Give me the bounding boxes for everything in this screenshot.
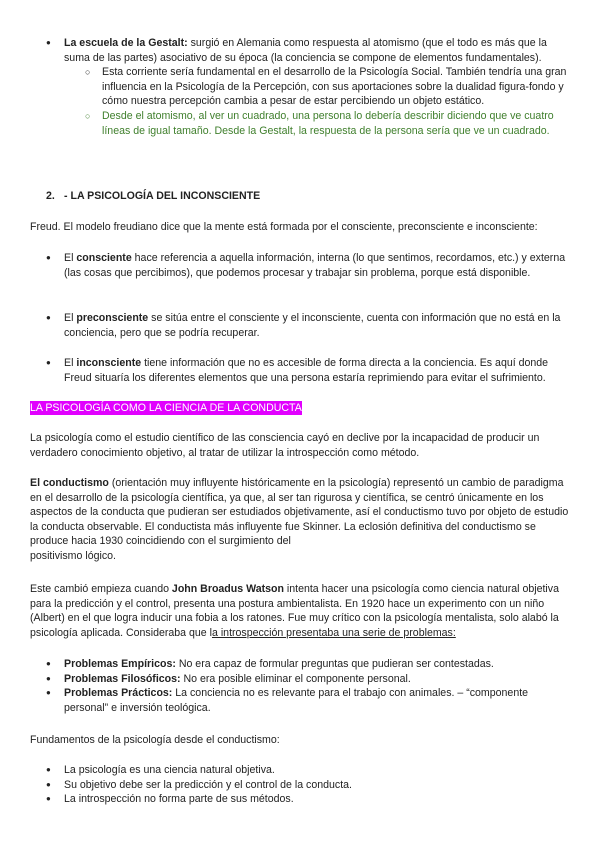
freud-item-2-text: se sitúa entre el consciente y el inconsciente, cuenta con información que no está en la conciencia, pero que se podría recuperar. bbox=[64, 312, 561, 339]
fundamento-item: ● Su objetivo debe ser la predicción y el control de la conducta. bbox=[30, 778, 572, 793]
freud-item-1-pre: El bbox=[64, 252, 77, 264]
freud-item-3-bold: inconsciente bbox=[76, 357, 142, 369]
freud-intro: Freud. El modelo freudiano dice que la mente está formada por el consciente, preconsciente e inconsciente: bbox=[30, 221, 538, 233]
problem-item bbox=[30, 657, 572, 672]
freud-item-2 bbox=[30, 311, 572, 340]
conducta-heading-text: LA PSICOLOGÍA COMO LA CIENCIA DE LA CONDUCTA bbox=[30, 402, 302, 414]
gestalt-sub-1: ○ Esta corriente sería fundamental en el desarrollo de la Psicología Social. También tendría una gran influencia en la Psicología de la Percepción, con sus aportaciones sobre la dualidad figura-fondo y cómo nuestra percepción cambia a pesar de estar percibiendo un objeto estático. bbox=[30, 65, 572, 109]
watson-pre: Este cambió empieza cuando bbox=[30, 583, 172, 595]
conducta-para-2 bbox=[30, 476, 572, 564]
fundamentos-list bbox=[30, 763, 572, 807]
section-title: - LA PSICOLOGÍA DEL INCONSCIENTE bbox=[64, 190, 261, 202]
freud-item-1-text: hace referencia a aquella información, interna (lo que sentimos, recordamos, etc.) y externa (las cosas que percibimos), que podemos procesar y trabajar sin problema, porque está disponible. bbox=[64, 252, 566, 279]
problem-2-bold: Problemas Filosóficos: bbox=[64, 672, 181, 685]
watson-bold: John Broadus Watson bbox=[171, 583, 284, 595]
watson-underlined: a introspección presentaba una serie de problemas: bbox=[211, 626, 456, 639]
fundamentos-intro: Fundamentos de la psicología desde el conductismo: bbox=[30, 734, 280, 746]
freud-item-3-text: tiene información que no es accesible de forma directa a la conciencia. Es aquí donde Freud situaría los diferentes elementos que una persona estaría reprimiendo para evitar el sufrimiento. bbox=[64, 357, 549, 384]
conducta-para-3 bbox=[30, 582, 572, 640]
conducta-para-1: La psicología como el estudio científico de las consciencia cayó en declive por la incapacidad de producir un verdadero conocimiento objetivo, al tratar de utilizar la introspección como método. bbox=[30, 432, 540, 459]
conductismo-bold: El conductismo bbox=[30, 477, 109, 489]
problem-1-bold: Problemas Empíricos: bbox=[64, 658, 176, 670]
conductismo-text: (orientación muy influyente históricamente en la psicología) representó un cambio de paradigma en el desarrollo de la psicología científica, ya que, al ser tan rigurosa y científica, se centró únicamente en los aspectos de la conducta que pudieran ser estudiados objetivamente, así el conductismo tuvo por objeto de estudio la conducta observable. El conductista más influyente fue Skinner. La eclosión definitiva del conductismo se produce hacia 1930 coincidiendo con el surgimiento del bbox=[30, 477, 569, 548]
section-number: 2. bbox=[46, 190, 55, 202]
conductismo-last-line: positivismo lógico. bbox=[30, 549, 116, 562]
freud-item-3-pre: El bbox=[64, 357, 77, 369]
freud-item-1 bbox=[30, 251, 572, 280]
freud-item-2-bold: preconsciente bbox=[76, 312, 149, 324]
gestalt-bullet bbox=[30, 36, 572, 65]
conducta-heading bbox=[30, 401, 572, 416]
problem-1-text: No era capaz de formular preguntas que pudieran ser contestadas. bbox=[175, 658, 494, 670]
problem-item bbox=[30, 686, 572, 715]
gestalt-sub-2: ○ Desde el atomismo, al ver un cuadrado, una persona lo debería describir diciendo que ve cuatro líneas de igual tamaño. Desde la Gestalt, la respuesta de la persona sería que ve un cuadrado. bbox=[30, 109, 572, 138]
freud-item-3 bbox=[30, 356, 572, 385]
problem-3-bold: Problemas Prácticos: bbox=[64, 687, 173, 700]
freud-item-2-pre: El bbox=[64, 312, 77, 324]
problem-3-text: La conciencia no es relevante para el trabajo con animales. – “componente personal” e inversión teológica. bbox=[64, 687, 529, 714]
problem-item bbox=[30, 672, 572, 687]
fundamento-item: ● La psicología es una ciencia natural objetiva. bbox=[30, 763, 572, 778]
fundamento-item: ● La introspección no forma parte de sus métodos. bbox=[30, 792, 572, 807]
gestalt-text: surgió en Alemania como respuesta al atomismo (que el todo es más que la suma de las partes) asociativo de su época (la conciencia se compone de elementos fundamentales). bbox=[64, 37, 547, 64]
problems-list bbox=[30, 657, 572, 715]
watson-text: intenta hacer una psicología como ciencia natural objetiva para la predicción y el control, presenta una postura ambientalista. En 1920 hace un experimento con un niño (Albert) en el que logra inducir una fobia a los ratones. Fue muy crítico con la psicología mentalista, solo alabó la psicología aplicada. Consideraba que l bbox=[30, 583, 559, 639]
gestalt-section bbox=[30, 36, 572, 138]
gestalt-bold: La escuela de la Gestalt: bbox=[64, 37, 188, 49]
freud-item-1-bold: consciente bbox=[76, 252, 132, 264]
problem-2-text: No era posible eliminar el componente personal. bbox=[180, 672, 411, 685]
